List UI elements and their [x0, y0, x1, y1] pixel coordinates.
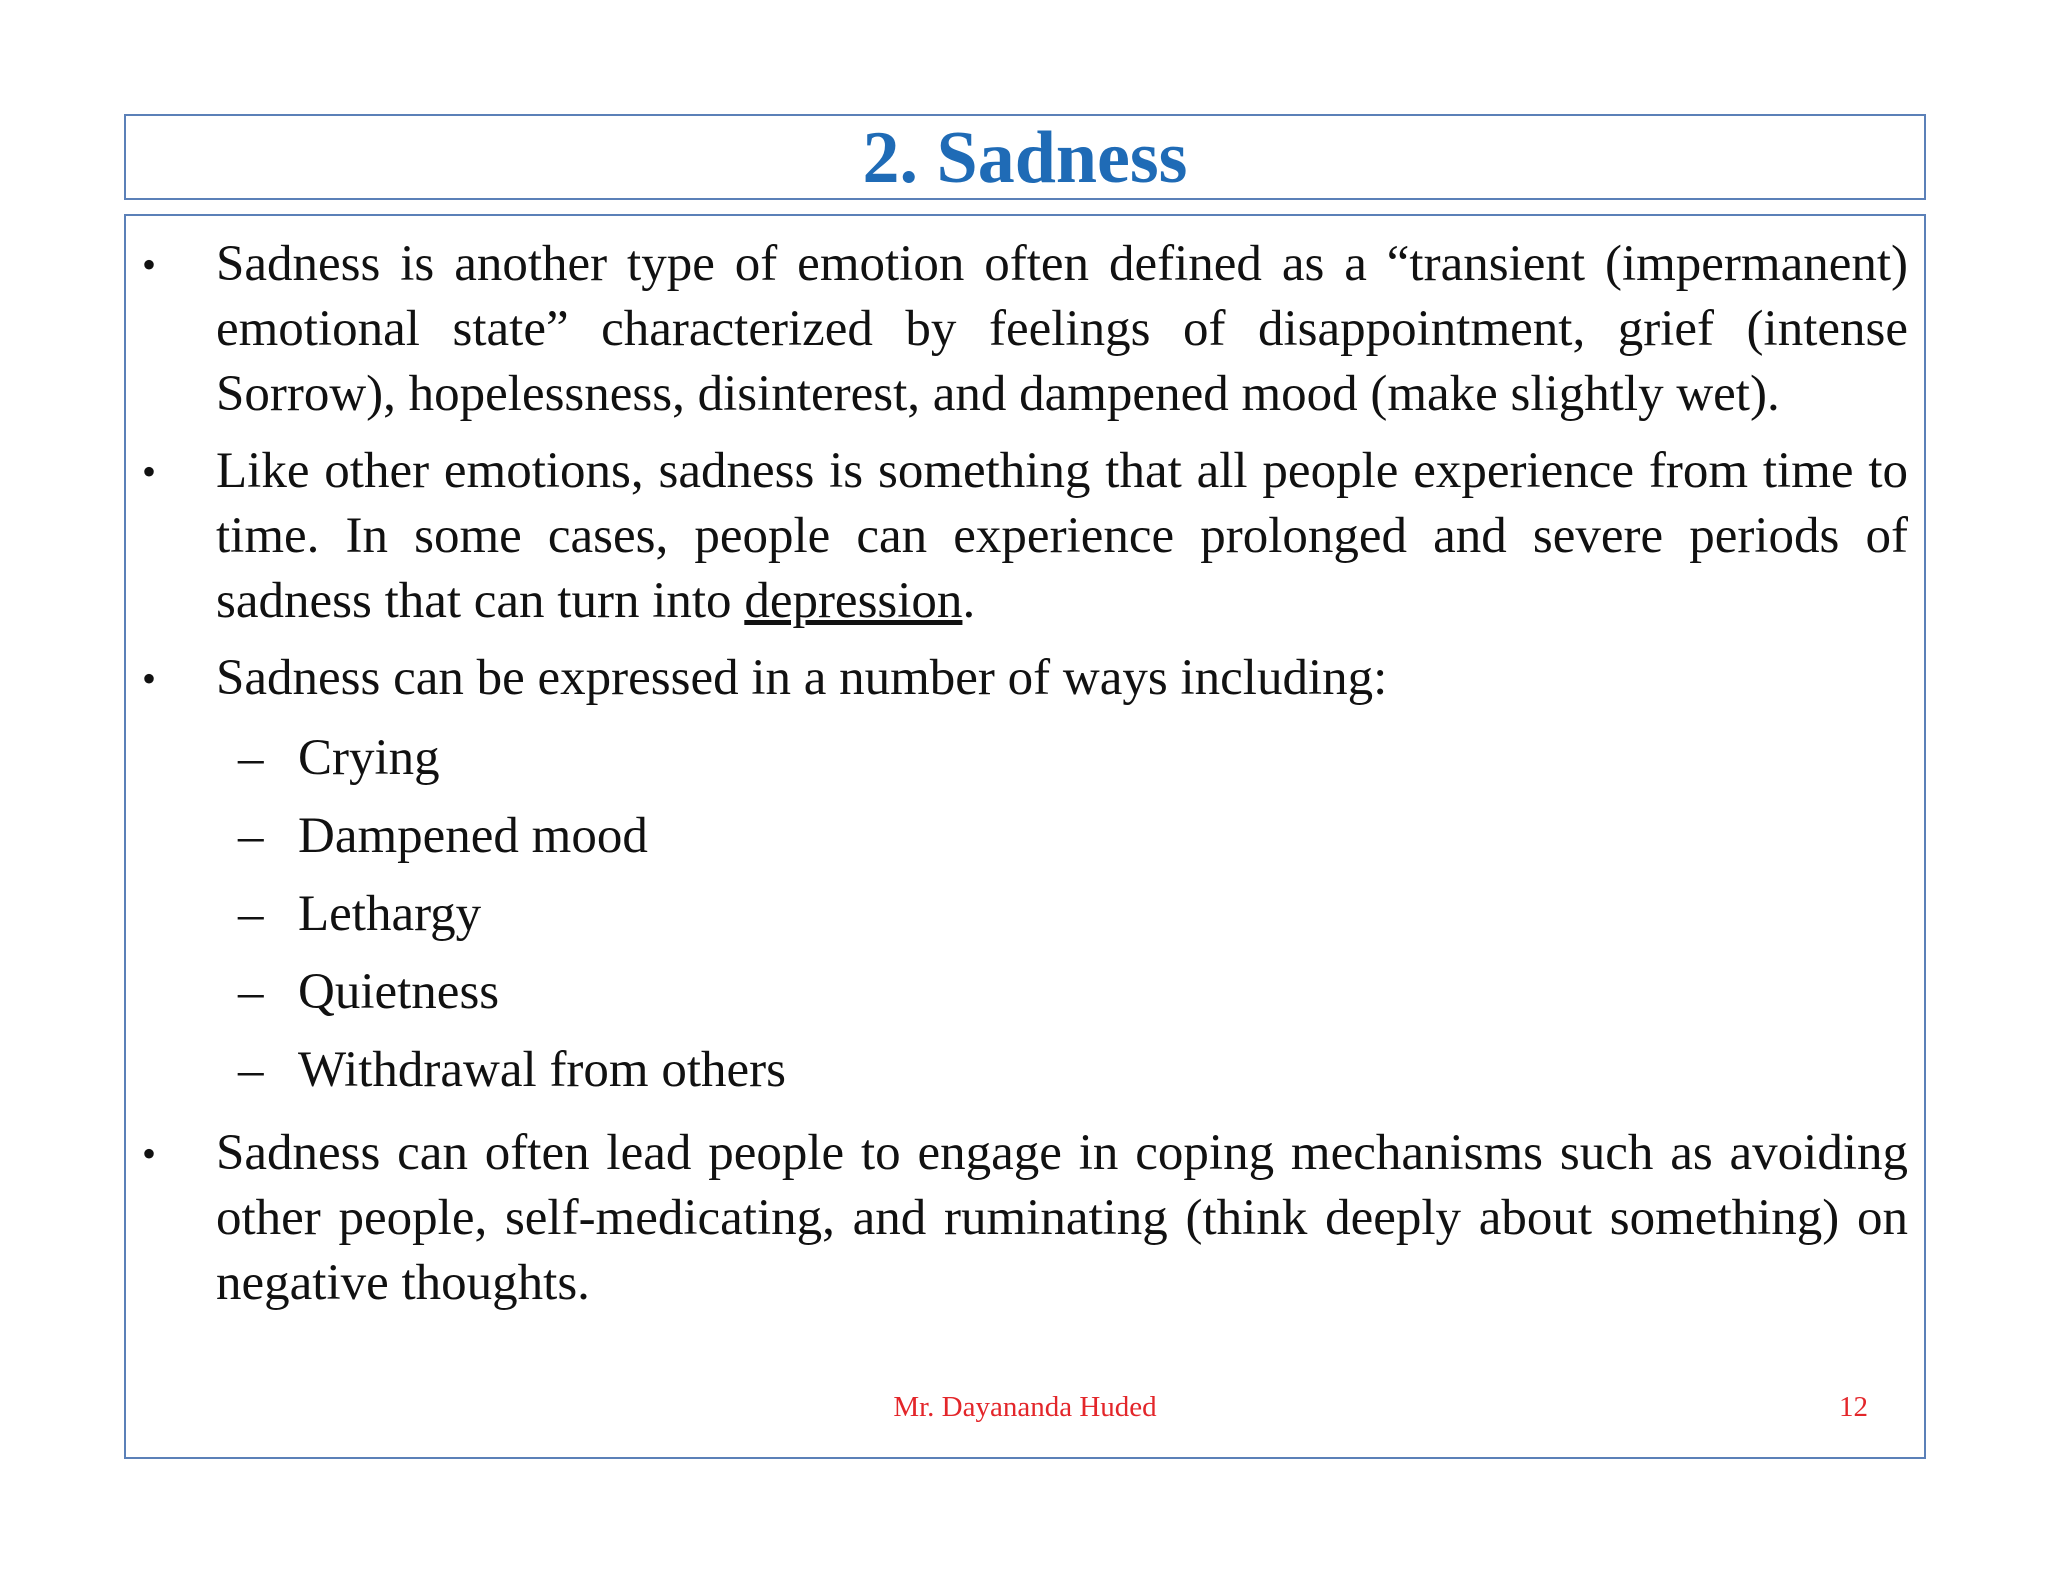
sub-item-withdrawal: [216, 1031, 1908, 1109]
sub-item-lethargy: [216, 875, 1908, 953]
sub-item-quietness: [216, 953, 1908, 1031]
sub-item-crying: [216, 719, 1908, 797]
bullet-text: Sadness is another type of emotion often defined as a “transient (impermanent) emotional state” characterized by feelings of disappointment, grief (intense Sorrow), hopelessness, disinterest, and dampened mood (make slightly wet).: [216, 236, 1908, 422]
sub-item-text: Quietness: [298, 964, 500, 1020]
sub-item-dampened-mood: [216, 797, 1908, 875]
page-number: 12: [1839, 1391, 1868, 1423]
bullet-item-1: [142, 232, 1908, 427]
sub-item-text: Dampened mood: [298, 808, 648, 864]
sub-item-text: Lethargy: [298, 886, 482, 942]
slide-content-box: [124, 214, 1926, 1459]
slide-title: 2. Sadness: [862, 117, 1188, 199]
bullet-text: Sadness can be expressed in a number of ways including:: [216, 650, 1388, 706]
dash-icon: –: [238, 808, 264, 864]
bullet-text-end: .: [962, 573, 976, 629]
dash-icon: –: [238, 730, 264, 786]
bullet-dot-icon: •: [142, 449, 157, 494]
bullet-text: Sadness can often lead people to engage in coping mechanisms such as avoiding other people, self-medicating, and ruminating (think deeply about something) on negative thoughts.: [216, 1125, 1908, 1311]
bullet-item-2: [142, 439, 1908, 634]
bullet-dot-icon: •: [142, 1131, 157, 1176]
footer-author: Mr. Dayananda Huded: [893, 1391, 1157, 1423]
bullet-dot-icon: •: [142, 242, 157, 287]
dash-icon: –: [238, 1042, 264, 1098]
sub-item-text: Withdrawal from others: [298, 1042, 786, 1098]
bullet-item-4: [142, 1121, 1908, 1316]
dash-icon: –: [238, 886, 264, 942]
bullet-text: Like other emotions, sadness is something that all people experience from time to time. In some cases, people can experience prolonged and severe periods of sadness that can turn into: [216, 443, 1908, 629]
bullet-list: [142, 232, 1908, 1328]
bullet-dot-icon: •: [142, 656, 157, 701]
depression-link[interactable]: depression: [744, 573, 963, 629]
dash-icon: –: [238, 964, 264, 1020]
bullet-item-3: [142, 646, 1908, 1109]
slide-title-box: [124, 114, 1926, 200]
sub-item-text: Crying: [298, 730, 440, 786]
sub-list: [216, 719, 1908, 1109]
